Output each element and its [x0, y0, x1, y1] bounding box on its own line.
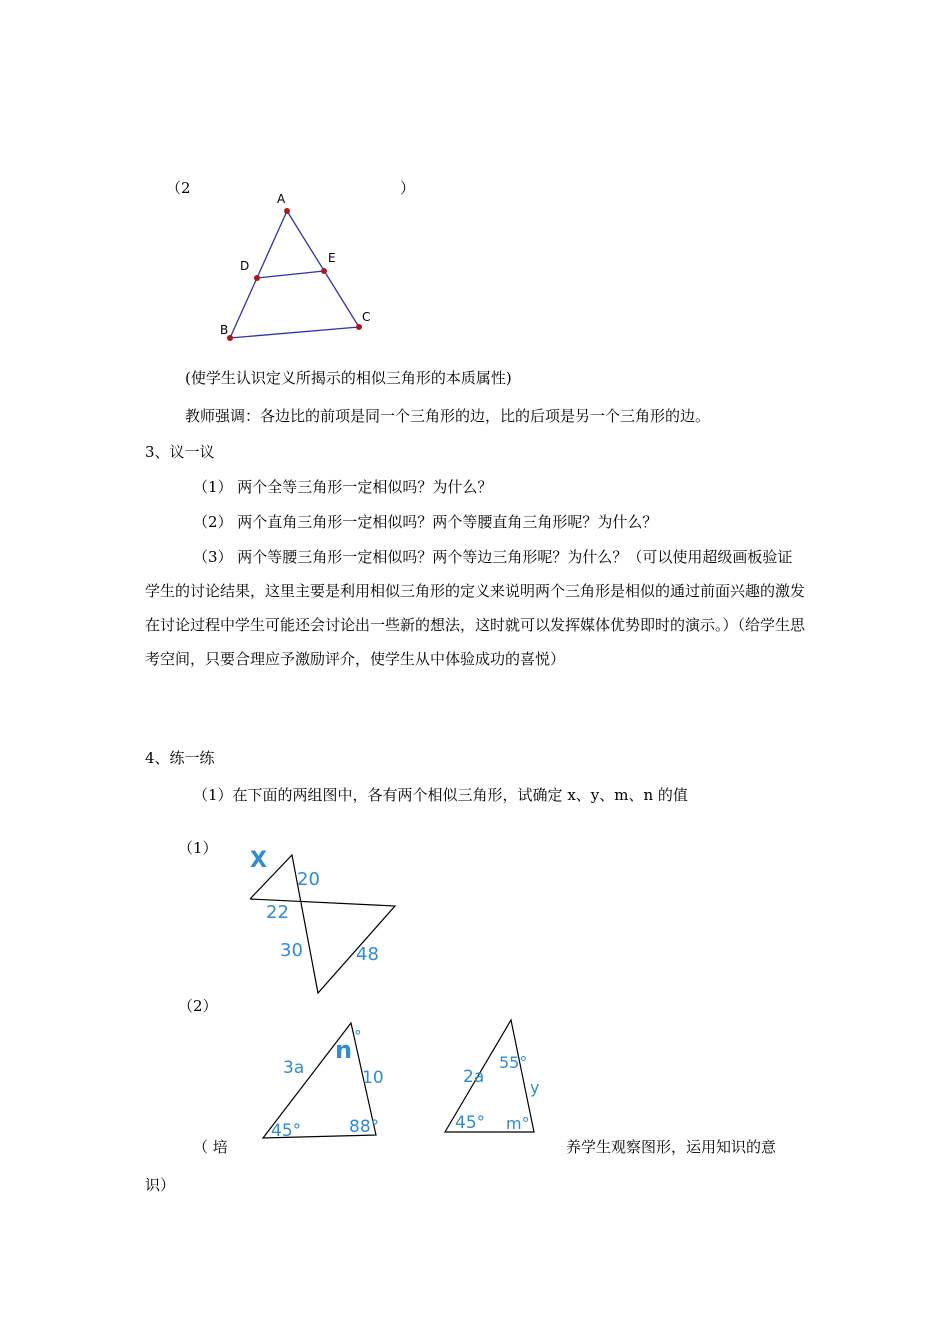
- triangle-abc-figure: [215, 188, 385, 348]
- label-e: E: [328, 251, 336, 265]
- closing-end: 识）: [145, 1176, 176, 1194]
- question-3: （3） 两个等腰三角形一定相似吗？两个等边三角形呢？为什么？（可以使用超级画板验证学生的讨论结果，这里主要是利用相似三角形的定义来说明两个三角形是相似的通过前面兴趣的激发在讨论过程中学生可能还会讨论出一些新的想法，这时就可以发挥媒体优势即时的演示。）（给学生思考空间，只要合理应予激励评介，使学生从中体验成功的喜悦）: [145, 548, 806, 668]
- label-48: 48: [356, 944, 379, 965]
- segment-de: [257, 271, 324, 278]
- label-22: 22: [266, 902, 289, 923]
- figure-1-close-label: ）: [400, 179, 416, 197]
- crossing-triangles-outline: [250, 855, 395, 993]
- note-essence: (使学生认识定义所揭示的相似三角形的本质属性): [185, 369, 512, 387]
- point-e: [321, 268, 327, 274]
- label-c: C: [362, 310, 371, 324]
- label-45-right: 45°: [455, 1113, 486, 1133]
- label-m: m°: [506, 1114, 530, 1133]
- label-3a: 3a: [283, 1058, 305, 1078]
- point-d: [254, 275, 260, 281]
- exercise-task: （1）在下面的两组图中，各有两个相似三角形，试确定 x、y、m、n 的值: [193, 786, 688, 804]
- label-a: A: [277, 192, 286, 206]
- label-2a: 2a: [463, 1067, 485, 1087]
- figure-1-open-label: （2: [166, 179, 191, 197]
- triangle-3a-figure: [255, 1015, 395, 1145]
- point-a: [284, 208, 290, 214]
- label-x: X: [250, 848, 267, 873]
- question-1: （1） 两个全等三角形一定相似吗？为什么？: [193, 478, 493, 496]
- closing-right: 养学生观察图形，运用知识的意: [566, 1138, 777, 1156]
- label-n-degree: °: [354, 1027, 362, 1045]
- group-1-label: （1）: [178, 839, 218, 857]
- teacher-emphasis: 教师强调：各边比的前项是同一个三角形的边，比的后项是另一个三角形的边。: [185, 407, 711, 425]
- group-2-label: （2）: [178, 997, 218, 1015]
- label-n: n: [335, 1036, 353, 1064]
- side-bc: [230, 327, 359, 338]
- label-30: 30: [280, 940, 303, 961]
- label-y: y: [530, 1078, 540, 1097]
- question-2: （2） 两个直角三角形一定相似吗？两个等腰直角三角形呢？为什么？: [193, 513, 658, 531]
- crossing-triangles-figure: [240, 840, 410, 1000]
- label-45-left: 45°: [271, 1121, 302, 1141]
- point-c: [356, 324, 362, 330]
- label-10: 10: [362, 1068, 384, 1088]
- triangle-2a-figure: [437, 1008, 547, 1138]
- label-20: 20: [297, 869, 320, 890]
- side-ab: [230, 211, 287, 338]
- closing-left: （ 培: [193, 1138, 228, 1156]
- label-d: D: [240, 259, 250, 273]
- label-55: 55°: [499, 1053, 528, 1072]
- label-b: B: [220, 323, 229, 337]
- section-3-heading: 3、议一议: [145, 443, 215, 461]
- section-4-heading: 4、练一练: [145, 749, 215, 767]
- label-88: 88°: [349, 1117, 380, 1137]
